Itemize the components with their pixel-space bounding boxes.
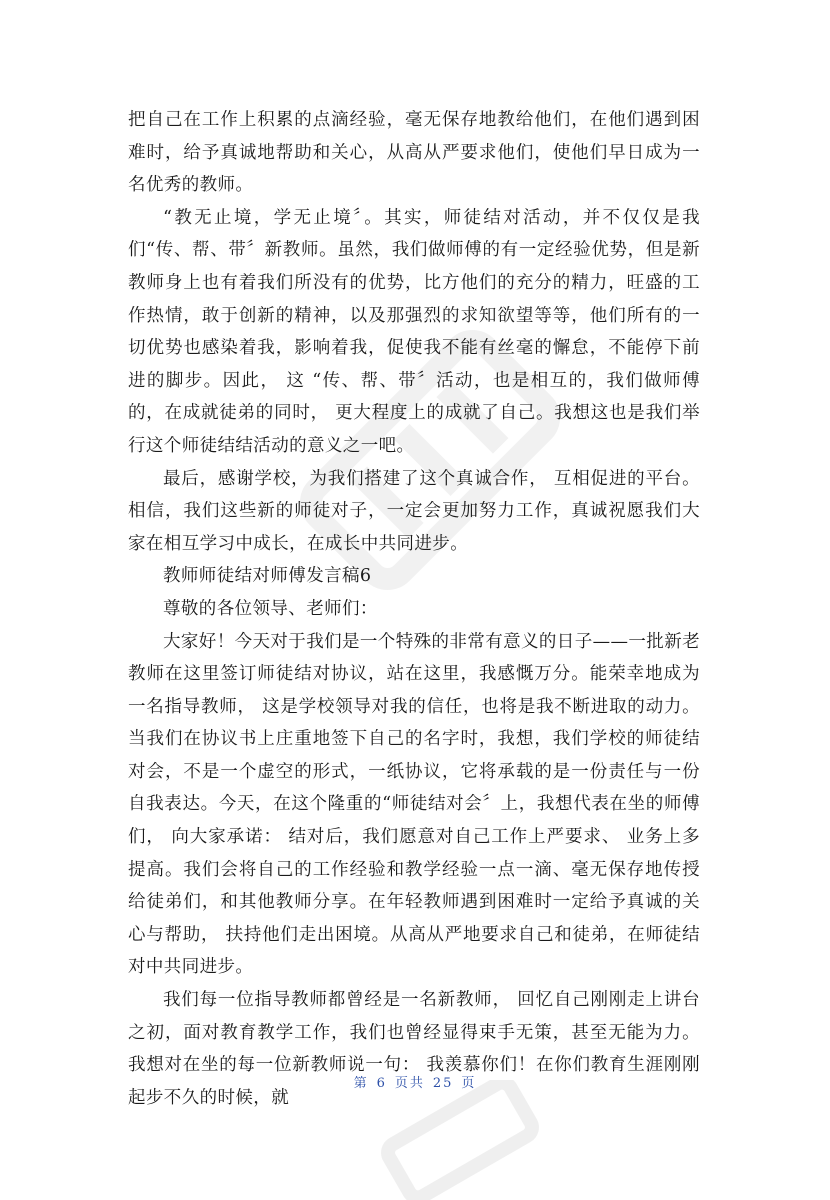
document-body xyxy=(128,104,700,1114)
paragraph-5: 我们每一位指导教师都曾经是一名新教师， 回忆自己刚刚走上讲台之初，面对教育教学工作，我们也曾经显得束手无策，甚至无能为力。我想对在坐的每一位新教师说一句： 我羡慕你们！在你们教育生涯刚刚起步不久的时候，就 xyxy=(128,990,700,1108)
footer-middle: 页共 xyxy=(394,1076,425,1091)
section-title: 教师师徒结对师傅发言稿6 xyxy=(163,566,372,587)
salutation: 尊敬的各位领导、老师们： xyxy=(163,598,378,619)
paragraph-4: 大家好！今天对于我们是一个特殊的非常有意义的日子——一批新老教师在这里签订师徒结对协议，站在这里，我感慨万分。能荣幸地成为一名指导教师， 这是学校领导对我的信任，也将是我不断进取的动力。 当我们在协议书上庄重地签下自己的名字时，我想，我们学校的师徒结对会，不是一个虚空的形式，一纸协议，它将承载的是一份责任与一份自我表达。今天，在这个隆重的“师徒结对会〞上，我想代表在坐的师傅们， 向大家承诺： 结对后，我们愿意对自己工作上严要求、 业务上多提高。我们会将自己的工作经验和教学经验一点一滴、毫无保存地传授给徒弟们，和其他教师分享。在年轻教师遇到困难时一定给予真诚的关心与帮助， 扶持他们走出困境。从高从严地要求自己和徒弟，在师徒结对中共同进步。 xyxy=(128,631,700,978)
footer-prefix: 第 xyxy=(353,1076,369,1091)
paragraph-2: “教无止境，学无止境〞。其实，师徒结对活动，并不仅仅是我们“传、帮、带〞新教师。虽然，我们做师傅的有一定经验优势，但是新教师身上也有着我们所没有的优势，比方他们的充分的精力，旺盛的工作热情，敢于创新的精神，以及那强烈的求知欲望等等，他们所有的一切优势也感染着我，影响着我，促使我不能有丝毫的懈怠，不能停下前进的脚步。因此， 这 “传、帮、带〞活动，也是相互的，我们做师傅的，在成就徒弟的同时， 更大程度上的成就了自己。我想这也是我们举行这个师徒结结活动的意义之一吧。 xyxy=(128,207,700,456)
footer-page-number: 6 xyxy=(376,1076,387,1091)
paragraph-3: 最后，感谢学校，为我们搭建了这个真诚合作， 互相促进的平台。相信，我们这些新的师徒对子，一定会更加努力工作，真诚祝愿我们大家在相互学习中成长，在成长中共同进步。 xyxy=(128,468,700,554)
paragraph-1: 把自己在工作上积累的点滴经验，毫无保存地教给他们，在他们遇到困难时，给予真诚地帮助和关心，从高从严要求他们，使他们早日成为一名优秀的教师。 xyxy=(128,110,700,196)
page-footer xyxy=(0,1072,830,1091)
footer-suffix: 页 xyxy=(461,1076,477,1091)
footer-total-pages: 25 xyxy=(432,1076,454,1091)
